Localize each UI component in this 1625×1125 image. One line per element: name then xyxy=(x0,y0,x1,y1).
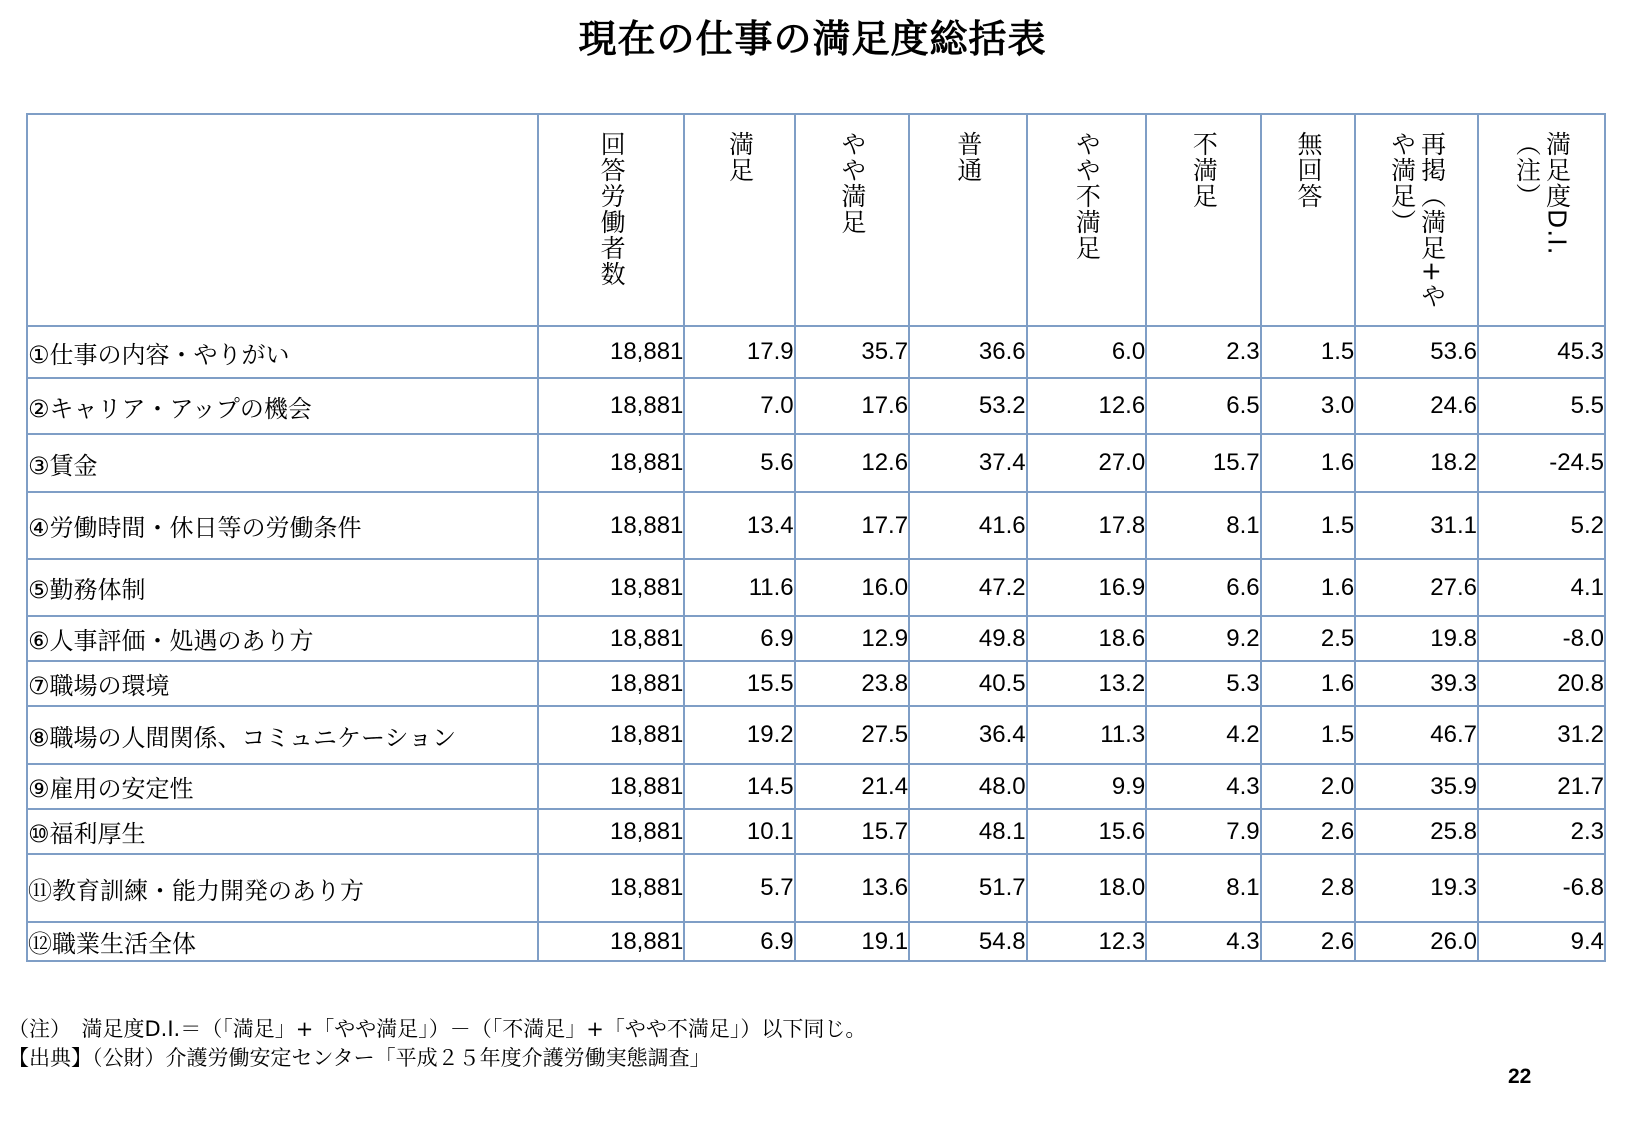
table-cell: 27.0 xyxy=(1027,434,1147,492)
column-header-7 xyxy=(1261,114,1356,326)
table-cell: 2.3 xyxy=(1146,326,1260,378)
table-cell: 19.3 xyxy=(1355,854,1478,922)
table-cell: 2.6 xyxy=(1261,922,1356,961)
column-header-0 xyxy=(27,114,538,326)
table-cell: 5.3 xyxy=(1146,661,1260,706)
table-cell: 9.9 xyxy=(1027,764,1147,809)
table-cell: 7.9 xyxy=(1146,809,1260,854)
table-cell: 12.6 xyxy=(1027,378,1147,434)
table-cell: 4.3 xyxy=(1146,764,1260,809)
table-cell: 26.0 xyxy=(1355,922,1478,961)
row-label: ⑨雇用の安定性 xyxy=(27,764,538,809)
table-cell: 35.9 xyxy=(1355,764,1478,809)
table-cell: 31.1 xyxy=(1355,492,1478,559)
table-cell: 2.8 xyxy=(1261,854,1356,922)
table-cell: 12.9 xyxy=(795,616,909,661)
table-cell: 35.7 xyxy=(795,326,909,378)
column-header-label: 不満足 xyxy=(1189,131,1219,209)
table-cell: 5.5 xyxy=(1478,378,1605,434)
row-label: ⑦職場の環境 xyxy=(27,661,538,706)
table-cell: 1.5 xyxy=(1261,706,1356,764)
table-cell: -24.5 xyxy=(1478,434,1605,492)
table-cell: 48.0 xyxy=(909,764,1027,809)
table-cell: 2.5 xyxy=(1261,616,1356,661)
table-cell: 17.8 xyxy=(1027,492,1147,559)
table-cell: 4.3 xyxy=(1146,922,1260,961)
table-cell: 36.6 xyxy=(909,326,1027,378)
table-cell: 7.0 xyxy=(684,378,794,434)
table-cell: 18,881 xyxy=(538,326,685,378)
table-cell: 4.1 xyxy=(1478,559,1605,616)
table-cell: 24.6 xyxy=(1355,378,1478,434)
table-cell: 40.5 xyxy=(909,661,1027,706)
table-cell: 53.6 xyxy=(1355,326,1478,378)
table-cell: 6.9 xyxy=(684,616,794,661)
table-cell: 6.0 xyxy=(1027,326,1147,378)
table-cell: 1.5 xyxy=(1261,492,1356,559)
source-citation: 【出典】（公財）介護労働安定センター「平成２５年度介護労働実態調査」 xyxy=(8,1046,711,1070)
table-cell: 48.1 xyxy=(909,809,1027,854)
table-cell: 19.8 xyxy=(1355,616,1478,661)
table-row xyxy=(27,764,1605,809)
table-cell: 15.7 xyxy=(1146,434,1260,492)
table-cell: 16.0 xyxy=(795,559,909,616)
table-cell: 2.6 xyxy=(1261,809,1356,854)
table-cell: 37.4 xyxy=(909,434,1027,492)
table-cell: 3.0 xyxy=(1261,378,1356,434)
satisfaction-summary-table xyxy=(26,113,1606,962)
column-header-label: 再掲（満足+やや満足） xyxy=(1387,131,1447,309)
row-label: ⑧職場の人間関係、コミュニケーション xyxy=(27,706,538,764)
table-cell: 8.1 xyxy=(1146,854,1260,922)
table-cell: 5.6 xyxy=(684,434,794,492)
table-cell: 21.4 xyxy=(795,764,909,809)
table-cell: 31.2 xyxy=(1478,706,1605,764)
table-cell: 53.2 xyxy=(909,378,1027,434)
table-cell: 17.6 xyxy=(795,378,909,434)
table-cell: 45.3 xyxy=(1478,326,1605,378)
table-cell: 5.7 xyxy=(684,854,794,922)
table-cell: 16.9 xyxy=(1027,559,1147,616)
header-row xyxy=(27,114,1605,326)
table-row xyxy=(27,809,1605,854)
table-cell: 18,881 xyxy=(538,809,685,854)
table-row xyxy=(27,326,1605,378)
table-cell: 27.6 xyxy=(1355,559,1478,616)
page-number: 22 xyxy=(1508,1065,1532,1088)
table-cell: 18.6 xyxy=(1027,616,1147,661)
row-label: ⑫職業生活全体 xyxy=(27,922,538,961)
table-row xyxy=(27,922,1605,961)
table-cell: 1.6 xyxy=(1261,434,1356,492)
table-cell: 2.0 xyxy=(1261,764,1356,809)
column-header-label: やや満足 xyxy=(837,131,867,235)
column-header-1 xyxy=(538,114,685,326)
table-cell: 11.3 xyxy=(1027,706,1147,764)
column-header-9 xyxy=(1478,114,1605,326)
column-header-label: 満足 xyxy=(725,131,755,183)
row-label: ⑩福利厚生 xyxy=(27,809,538,854)
row-label: ③賃金 xyxy=(27,434,538,492)
table-cell: 23.8 xyxy=(795,661,909,706)
table-cell: 17.9 xyxy=(684,326,794,378)
table-cell: 18,881 xyxy=(538,616,685,661)
table-cell: 18,881 xyxy=(538,492,685,559)
table-cell: 46.7 xyxy=(1355,706,1478,764)
table-cell: 18.2 xyxy=(1355,434,1478,492)
table-cell: 18,881 xyxy=(538,922,685,961)
table-row xyxy=(27,706,1605,764)
table-cell: 18.0 xyxy=(1027,854,1147,922)
table-row xyxy=(27,434,1605,492)
table-cell: 18,881 xyxy=(538,764,685,809)
table-cell: 49.8 xyxy=(909,616,1027,661)
table-row xyxy=(27,854,1605,922)
table-cell: 51.7 xyxy=(909,854,1027,922)
table-cell: 18,881 xyxy=(538,559,685,616)
column-header-label: 無回答 xyxy=(1293,131,1323,209)
table-row xyxy=(27,616,1605,661)
table-cell: 2.3 xyxy=(1478,809,1605,854)
column-header-label: やや不満足 xyxy=(1072,131,1102,261)
table-cell: 12.3 xyxy=(1027,922,1147,961)
table-cell: 39.3 xyxy=(1355,661,1478,706)
table-cell: 12.6 xyxy=(795,434,909,492)
table-cell: 1.5 xyxy=(1261,326,1356,378)
table-cell: 15.7 xyxy=(795,809,909,854)
table-cell: 13.4 xyxy=(684,492,794,559)
page-title: 現在の仕事の満足度総括表 xyxy=(578,17,1047,61)
table-cell: 20.8 xyxy=(1478,661,1605,706)
table-cell: 13.6 xyxy=(795,854,909,922)
table-cell: 13.2 xyxy=(1027,661,1147,706)
table-cell: 36.4 xyxy=(909,706,1027,764)
column-header-3 xyxy=(795,114,909,326)
table-cell: 19.1 xyxy=(795,922,909,961)
table-cell: -6.8 xyxy=(1478,854,1605,922)
table-cell: 27.5 xyxy=(795,706,909,764)
table-cell: 10.1 xyxy=(684,809,794,854)
row-label: ⑪教育訓練・能力開発のあり方 xyxy=(27,854,538,922)
table-body xyxy=(27,326,1605,961)
table-cell: 41.6 xyxy=(909,492,1027,559)
table-cell: 4.2 xyxy=(1146,706,1260,764)
table-cell: 25.8 xyxy=(1355,809,1478,854)
table-cell: 1.6 xyxy=(1261,559,1356,616)
table-cell: 18,881 xyxy=(538,378,685,434)
column-header-label: 回答労働者数 xyxy=(597,131,627,287)
table-cell: 15.6 xyxy=(1027,809,1147,854)
table-cell: 21.7 xyxy=(1478,764,1605,809)
table-cell: 18,881 xyxy=(538,661,685,706)
table-row xyxy=(27,492,1605,559)
column-header-label: 普通 xyxy=(953,131,983,183)
table-cell: 47.2 xyxy=(909,559,1027,616)
column-header-2 xyxy=(684,114,794,326)
column-header-6 xyxy=(1146,114,1260,326)
row-label: ⑤勤務体制 xyxy=(27,559,538,616)
table-row xyxy=(27,378,1605,434)
table-cell: 6.9 xyxy=(684,922,794,961)
table-cell: 5.2 xyxy=(1478,492,1605,559)
table-cell: 1.6 xyxy=(1261,661,1356,706)
table-cell: 54.8 xyxy=(909,922,1027,961)
column-header-4 xyxy=(909,114,1027,326)
table-cell: 18,881 xyxy=(538,434,685,492)
row-label: ⑥人事評価・処遇のあり方 xyxy=(27,616,538,661)
column-header-8 xyxy=(1355,114,1478,326)
table-cell: 18,881 xyxy=(538,854,685,922)
table-cell: 18,881 xyxy=(538,706,685,764)
table-cell: 17.7 xyxy=(795,492,909,559)
table-cell: 11.6 xyxy=(684,559,794,616)
column-header-5 xyxy=(1027,114,1147,326)
table-cell: -8.0 xyxy=(1478,616,1605,661)
table-row xyxy=(27,559,1605,616)
column-header-label: 満足度D.I.（注） xyxy=(1512,131,1572,256)
table-cell: 8.1 xyxy=(1146,492,1260,559)
table-row xyxy=(27,661,1605,706)
row-label: ④労働時間・休日等の労働条件 xyxy=(27,492,538,559)
table-cell: 9.4 xyxy=(1478,922,1605,961)
table-cell: 19.2 xyxy=(684,706,794,764)
table-cell: 15.5 xyxy=(684,661,794,706)
table-cell: 6.6 xyxy=(1146,559,1260,616)
table-cell: 14.5 xyxy=(684,764,794,809)
table-cell: 6.5 xyxy=(1146,378,1260,434)
row-label: ②キャリア・アップの機会 xyxy=(27,378,538,434)
row-label: ①仕事の内容・やりがい xyxy=(27,326,538,378)
footnote: （注） 満足度D.I.＝（「満足」+「やや満足」）－（「不満足」+「やや不満足」）以下同じ。 xyxy=(8,1017,867,1041)
table-cell: 9.2 xyxy=(1146,616,1260,661)
